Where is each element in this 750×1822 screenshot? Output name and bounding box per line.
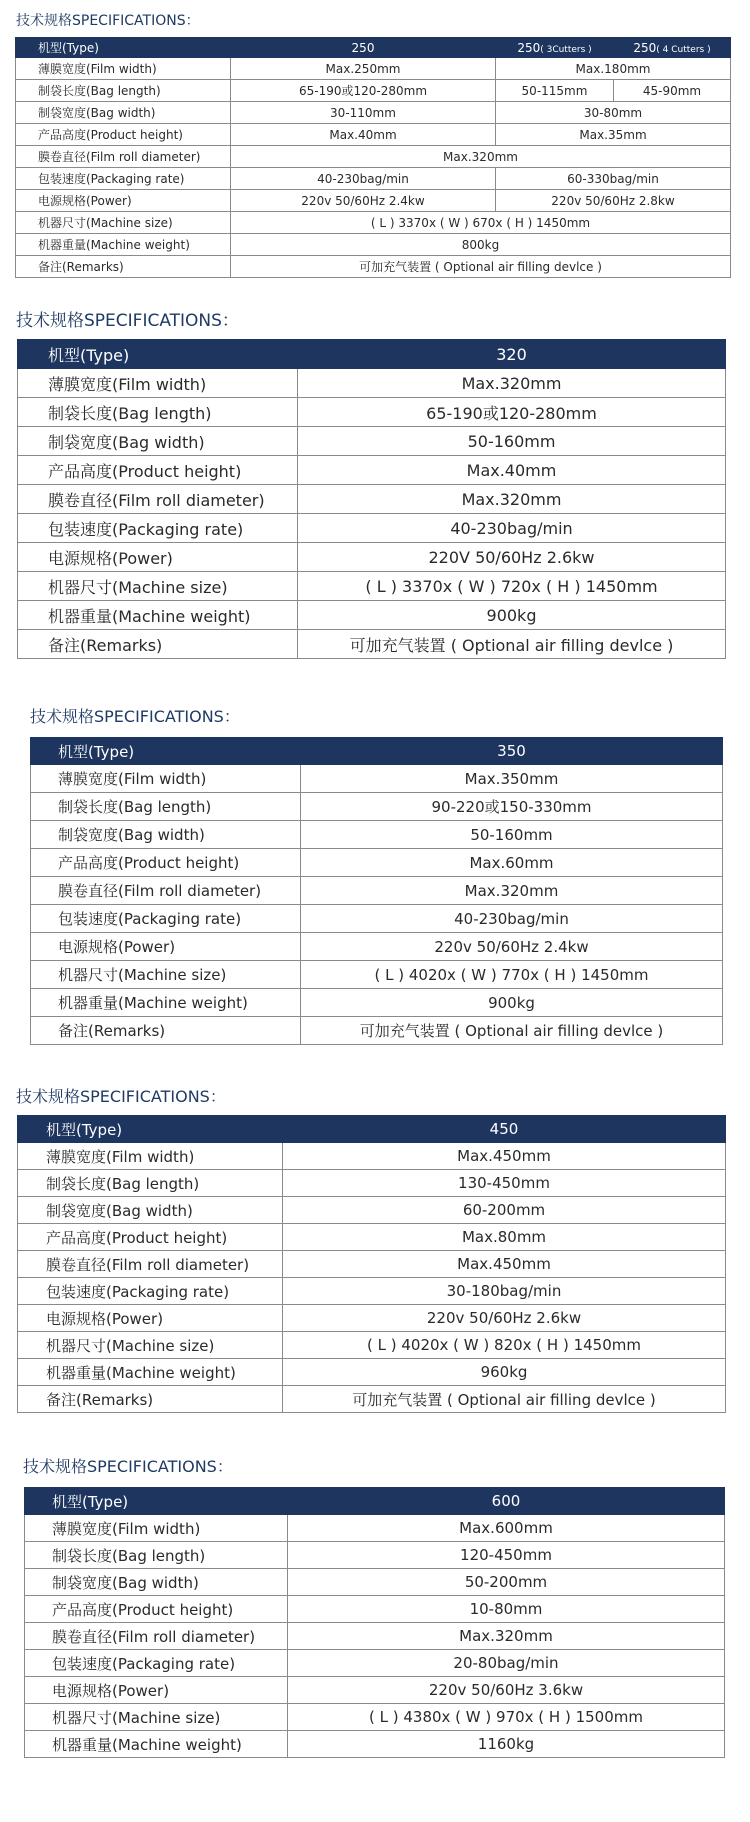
row-label: 机器尺寸(Machine size) (31, 961, 301, 989)
cell-value: 40-230bag/min (301, 905, 723, 933)
row-label: 薄膜宽度(Film width) (25, 1515, 288, 1542)
cell-value: Max.320mm (298, 369, 726, 398)
cell-value: Max.320mm (301, 877, 723, 905)
table-row (16, 124, 731, 146)
cell-value: 45-90mm (614, 80, 731, 102)
table-row (18, 1197, 726, 1224)
row-label: 薄膜宽度(Film width) (31, 765, 301, 793)
row-label: 产品高度(Product height) (25, 1596, 288, 1623)
cell-value: Max.320mm (288, 1623, 725, 1650)
cell-value: 10-80mm (288, 1596, 725, 1623)
cell-value: ( L ) 4380x ( W ) 970x ( H ) 1500mm (288, 1704, 725, 1731)
type-value: 250 (231, 38, 496, 58)
row-label: 薄膜宽度(Film width) (16, 58, 231, 80)
type-value-text: 250 (517, 40, 541, 55)
row-label: 包装速度(Packaging rate) (25, 1650, 288, 1677)
spec-heading-320: 技术规格SPECIFICATIONS： (16, 311, 239, 331)
table-row (18, 427, 726, 456)
table-row (18, 1224, 726, 1251)
cell-value: 220v 50/60Hz 2.4kw (231, 190, 496, 212)
table-row (18, 1386, 726, 1413)
spec-table-320 (17, 339, 726, 659)
table-row (18, 572, 726, 601)
row-label: 薄膜宽度(Film width) (18, 1143, 283, 1170)
row-label: 机器尺寸(Machine size) (16, 212, 231, 234)
row-label: 制袋长度(Bag length) (18, 1170, 283, 1197)
cell-value: Max.450mm (283, 1143, 726, 1170)
cell-value: ( L ) 3370x ( W ) 720x ( H ) 1450mm (298, 572, 726, 601)
row-label: 电源规格(Power) (18, 1305, 283, 1332)
cell-value: 30-180bag/min (283, 1278, 726, 1305)
cutters-note: ( 3Cutters ) (540, 44, 592, 55)
cell-value: ( L ) 4020x ( W ) 770x ( H ) 1450mm (301, 961, 723, 989)
table-row (16, 234, 731, 256)
table-row (31, 905, 723, 933)
table-row (16, 58, 731, 80)
cell-value: 220v 50/60Hz 2.4kw (301, 933, 723, 961)
type-label: 机型(Type) (25, 1488, 288, 1515)
cell-value: 60-330bag/min (496, 168, 731, 190)
table-row (18, 1359, 726, 1386)
table-row (16, 212, 731, 234)
cell-value: 50-200mm (288, 1569, 725, 1596)
table-row (31, 961, 723, 989)
table-row (16, 190, 731, 212)
row-label: 包装速度(Packaging rate) (16, 168, 231, 190)
table-row (18, 1332, 726, 1359)
type-value-4cutters (614, 38, 731, 58)
cell-value: Max.320mm (231, 146, 731, 168)
cell-value: 90-220或150-330mm (301, 793, 723, 821)
type-label: 机型(Type) (18, 1116, 283, 1143)
table-row (16, 38, 731, 58)
cell-value: 可加充气装置 ( Optional air filling devlce ) (231, 256, 731, 278)
type-value-text: 250 (633, 40, 657, 55)
table-row (25, 1650, 725, 1677)
cell-value: 220V 50/60Hz 2.6kw (298, 543, 726, 572)
table-row (31, 738, 723, 765)
row-label: 制袋长度(Bag length) (25, 1542, 288, 1569)
table-row (31, 1017, 723, 1045)
row-label: 机器尺寸(Machine size) (25, 1704, 288, 1731)
table-row (16, 102, 731, 124)
row-label: 制袋长度(Bag length) (16, 80, 231, 102)
cell-value: 50-160mm (301, 821, 723, 849)
cell-value: 30-110mm (231, 102, 496, 124)
cell-value: Max.450mm (283, 1251, 726, 1278)
row-label: 机器重量(Machine weight) (16, 234, 231, 256)
row-label: 备注(Remarks) (16, 256, 231, 278)
type-label: 机型(Type) (31, 738, 301, 765)
cell-value: Max.60mm (301, 849, 723, 877)
spec-table-250 (15, 37, 731, 278)
cell-value: 40-230bag/min (231, 168, 496, 190)
row-label: 产品高度(Product height) (16, 124, 231, 146)
row-label: 产品高度(Product height) (31, 849, 301, 877)
spec-heading-350: 技术规格SPECIFICATIONS： (30, 707, 240, 726)
table-row (25, 1488, 725, 1515)
row-label: 备注(Remarks) (18, 630, 298, 659)
table-row (25, 1596, 725, 1623)
row-label: 包装速度(Packaging rate) (31, 905, 301, 933)
type-value: 350 (301, 738, 723, 765)
table-row (31, 989, 723, 1017)
table-row (18, 601, 726, 630)
cell-value: ( L ) 3370x ( W ) 670x ( H ) 1450mm (231, 212, 731, 234)
table-row (25, 1569, 725, 1596)
table-row (18, 1170, 726, 1197)
table-row (31, 821, 723, 849)
row-label: 电源规格(Power) (18, 543, 298, 572)
table-row (18, 1116, 726, 1143)
table-row (18, 514, 726, 543)
row-label: 包装速度(Packaging rate) (18, 1278, 283, 1305)
cutters-note: ( 4 Cutters ) (656, 44, 711, 55)
table-row (31, 933, 723, 961)
cell-value: 960kg (283, 1359, 726, 1386)
spec-table-450 (17, 1115, 726, 1413)
table-row (18, 1251, 726, 1278)
row-label: 机器尺寸(Machine size) (18, 572, 298, 601)
table-row (18, 1305, 726, 1332)
table-row (18, 369, 726, 398)
type-value: 600 (288, 1488, 725, 1515)
cell-value: Max.250mm (231, 58, 496, 80)
row-label: 机器重量(Machine weight) (18, 1359, 283, 1386)
cell-value: 50-160mm (298, 427, 726, 456)
table-row (16, 146, 731, 168)
cell-value: 1160kg (288, 1731, 725, 1758)
table-row (25, 1542, 725, 1569)
row-label: 薄膜宽度(Film width) (18, 369, 298, 398)
table-row (31, 877, 723, 905)
table-row (18, 630, 726, 659)
spec-table-350 (30, 737, 723, 1045)
cell-value: Max.80mm (283, 1224, 726, 1251)
table-row (16, 80, 731, 102)
table-row (31, 765, 723, 793)
row-label: 制袋长度(Bag length) (31, 793, 301, 821)
table-row (25, 1623, 725, 1650)
row-label: 膜卷直径(Film roll diameter) (16, 146, 231, 168)
spec-heading-450: 技术规格SPECIFICATIONS： (16, 1087, 226, 1106)
row-label: 包装速度(Packaging rate) (18, 514, 298, 543)
cell-value: 可加充气装置 ( Optional air filling devlce ) (301, 1017, 723, 1045)
cell-value: 220v 50/60Hz 2.8kw (496, 190, 731, 212)
row-label: 机器重量(Machine weight) (31, 989, 301, 1017)
type-value-3cutters (496, 38, 614, 58)
cell-value: 900kg (301, 989, 723, 1017)
row-label: 产品高度(Product height) (18, 456, 298, 485)
row-label: 制袋宽度(Bag width) (31, 821, 301, 849)
row-label: 机器尺寸(Machine size) (18, 1332, 283, 1359)
row-label: 机器重量(Machine weight) (18, 601, 298, 630)
row-label: 制袋宽度(Bag width) (18, 1197, 283, 1224)
table-row (18, 398, 726, 427)
table-row (18, 1278, 726, 1305)
cell-value: Max.600mm (288, 1515, 725, 1542)
cell-value: Max.40mm (231, 124, 496, 146)
cell-value: 30-80mm (496, 102, 731, 124)
table-row (18, 543, 726, 572)
cell-value: 65-190或120-280mm (231, 80, 496, 102)
spec-heading-600: 技术规格SPECIFICATIONS： (23, 1457, 233, 1476)
row-label: 制袋长度(Bag length) (18, 398, 298, 427)
spec-table-600 (24, 1487, 725, 1758)
spec-heading-250: 技术规格SPECIFICATIONS： (16, 13, 200, 29)
table-row (25, 1677, 725, 1704)
table-row (18, 485, 726, 514)
type-label: 机型(Type) (18, 340, 298, 369)
table-row (25, 1515, 725, 1542)
cell-value: 800kg (231, 234, 731, 256)
row-label: 膜卷直径(Film roll diameter) (18, 1251, 283, 1278)
row-label: 产品高度(Product height) (18, 1224, 283, 1251)
row-label: 膜卷直径(Film roll diameter) (25, 1623, 288, 1650)
table-row (25, 1704, 725, 1731)
table-row (16, 168, 731, 190)
cell-value: 220v 50/60Hz 2.6kw (283, 1305, 726, 1332)
cell-value: 900kg (298, 601, 726, 630)
row-label: 膜卷直径(Film roll diameter) (31, 877, 301, 905)
table-row (31, 793, 723, 821)
row-label: 制袋宽度(Bag width) (25, 1569, 288, 1596)
table-row (16, 256, 731, 278)
type-value: 450 (283, 1116, 726, 1143)
cell-value: Max.180mm (496, 58, 731, 80)
row-label: 电源规格(Power) (25, 1677, 288, 1704)
table-row (25, 1731, 725, 1758)
cell-value: 65-190或120-280mm (298, 398, 726, 427)
cell-value: Max.35mm (496, 124, 731, 146)
type-value: 320 (298, 340, 726, 369)
cell-value: 可加充气装置 ( Optional air filling devlce ) (283, 1386, 726, 1413)
row-label: 电源规格(Power) (31, 933, 301, 961)
cell-value: Max.320mm (298, 485, 726, 514)
cell-value: Max.350mm (301, 765, 723, 793)
cell-value: 40-230bag/min (298, 514, 726, 543)
cell-value: 220v 50/60Hz 3.6kw (288, 1677, 725, 1704)
row-label: 机器重量(Machine weight) (25, 1731, 288, 1758)
row-label: 制袋宽度(Bag width) (18, 427, 298, 456)
cell-value: 50-115mm (496, 80, 614, 102)
table-row (31, 849, 723, 877)
cell-value: 60-200mm (283, 1197, 726, 1224)
type-label: 机型(Type) (16, 38, 231, 58)
row-label: 备注(Remarks) (18, 1386, 283, 1413)
cell-value: 20-80bag/min (288, 1650, 725, 1677)
row-label: 膜卷直径(Film roll diameter) (18, 485, 298, 514)
table-row (18, 456, 726, 485)
table-row (18, 340, 726, 369)
cell-value: 120-450mm (288, 1542, 725, 1569)
row-label: 备注(Remarks) (31, 1017, 301, 1045)
table-row (18, 1143, 726, 1170)
cell-value: 130-450mm (283, 1170, 726, 1197)
cell-value: ( L ) 4020x ( W ) 820x ( H ) 1450mm (283, 1332, 726, 1359)
cell-value: Max.40mm (298, 456, 726, 485)
row-label: 制袋宽度(Bag width) (16, 102, 231, 124)
cell-value: 可加充气装置 ( Optional air filling devlce ) (298, 630, 726, 659)
row-label: 电源规格(Power) (16, 190, 231, 212)
